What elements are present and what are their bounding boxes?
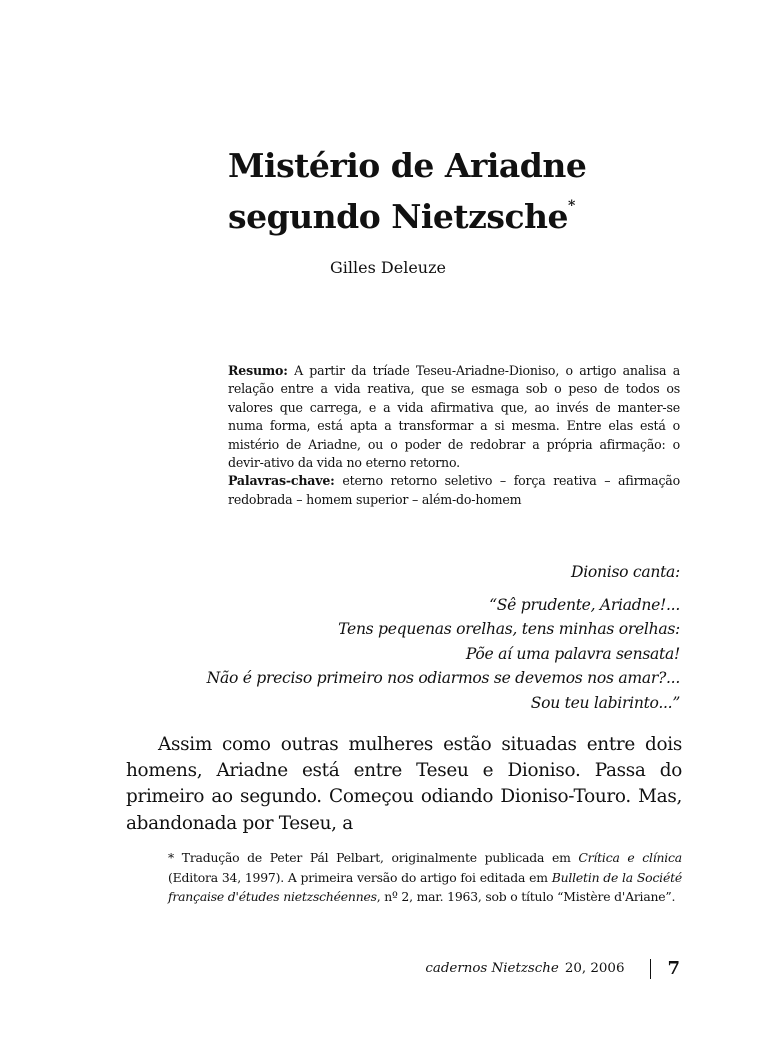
epigraph-line: Põe aí uma palavra sensata! bbox=[465, 644, 680, 663]
epigraph-line: Não é preciso primeiro nos odiarmos se devemos nos amar?... bbox=[206, 669, 680, 687]
footer-divider bbox=[650, 959, 651, 979]
footnote-marker: * bbox=[168, 850, 174, 865]
epigraph bbox=[207, 560, 680, 715]
footnote-source-1: Crítica e clínica bbox=[578, 850, 682, 865]
keywords-text: eterno retorno seletivo – força reativa – afirmação redobrada – homem superior – além-do-homem bbox=[228, 473, 681, 507]
footnote-text-1: Tradução de Peter Pál Pelbart, originalmente publicada em bbox=[181, 850, 579, 865]
title-line-2: segundo Nietzsche bbox=[228, 197, 569, 236]
article-title bbox=[228, 146, 708, 237]
footnote-text-2: (Editora 34, 1997). A primeira versão do artigo foi editada em bbox=[168, 869, 552, 885]
keywords-label: Palavras-chave: bbox=[228, 473, 335, 489]
page-number: 7 bbox=[667, 958, 680, 979]
journal-name: cadernos Nietzsche bbox=[425, 961, 559, 976]
abstract-label: Resumo: bbox=[228, 363, 288, 378]
epigraph-heading: Dioniso canta: bbox=[571, 563, 680, 581]
body-paragraph: Assim como outras mulheres estão situadas entre dois homens, Ariadne está entre Teseu e Dioniso. Passa do primeiro ao segundo. Começou odiando Dioniso-Touro. Mas, abandonada por Teseu, a bbox=[126, 734, 682, 834]
epigraph-line: Sou teu labirinto...” bbox=[530, 693, 680, 712]
abstract-summary bbox=[228, 362, 680, 472]
footnote-text-3: , nº 2, mar. 1963, sob o título “Mistère d'Ariane”. bbox=[376, 889, 676, 905]
abstract bbox=[228, 362, 680, 509]
footnote bbox=[168, 848, 682, 907]
epigraph-line: Tens pequenas orelhas, tens minhas orelhas: bbox=[338, 620, 680, 638]
author-name: Gilles Deleuze bbox=[330, 258, 446, 277]
epigraph-line: “Sê prudente, Ariadne!... bbox=[489, 595, 680, 614]
abstract-text: A partir da tríade Teseu-Ariadne-Dioniso, o artigo analisa a relação entre a vida reativa, que se esmaga sob o peso de todos os valores que carrega, e a vida afirmativa que, ao invés de manter-se numa forma, está apta a transformar a si mesma. Entre elas está o mistério de Ariadne, ou o poder de redobrar a própria afirmação: o devir-ativo da vida no eterno retorno. bbox=[228, 363, 681, 471]
journal-issue: 20, 2006 bbox=[564, 961, 625, 976]
running-footer bbox=[425, 958, 680, 979]
abstract-keywords bbox=[228, 472, 680, 509]
footnote-source-2: Bulletin de la Société française d'études nietzschéennes bbox=[168, 869, 682, 905]
body-text bbox=[126, 732, 682, 837]
title-footnote-marker: * bbox=[568, 198, 575, 214]
title-line-1: Mistério de Ariadne bbox=[228, 146, 587, 185]
